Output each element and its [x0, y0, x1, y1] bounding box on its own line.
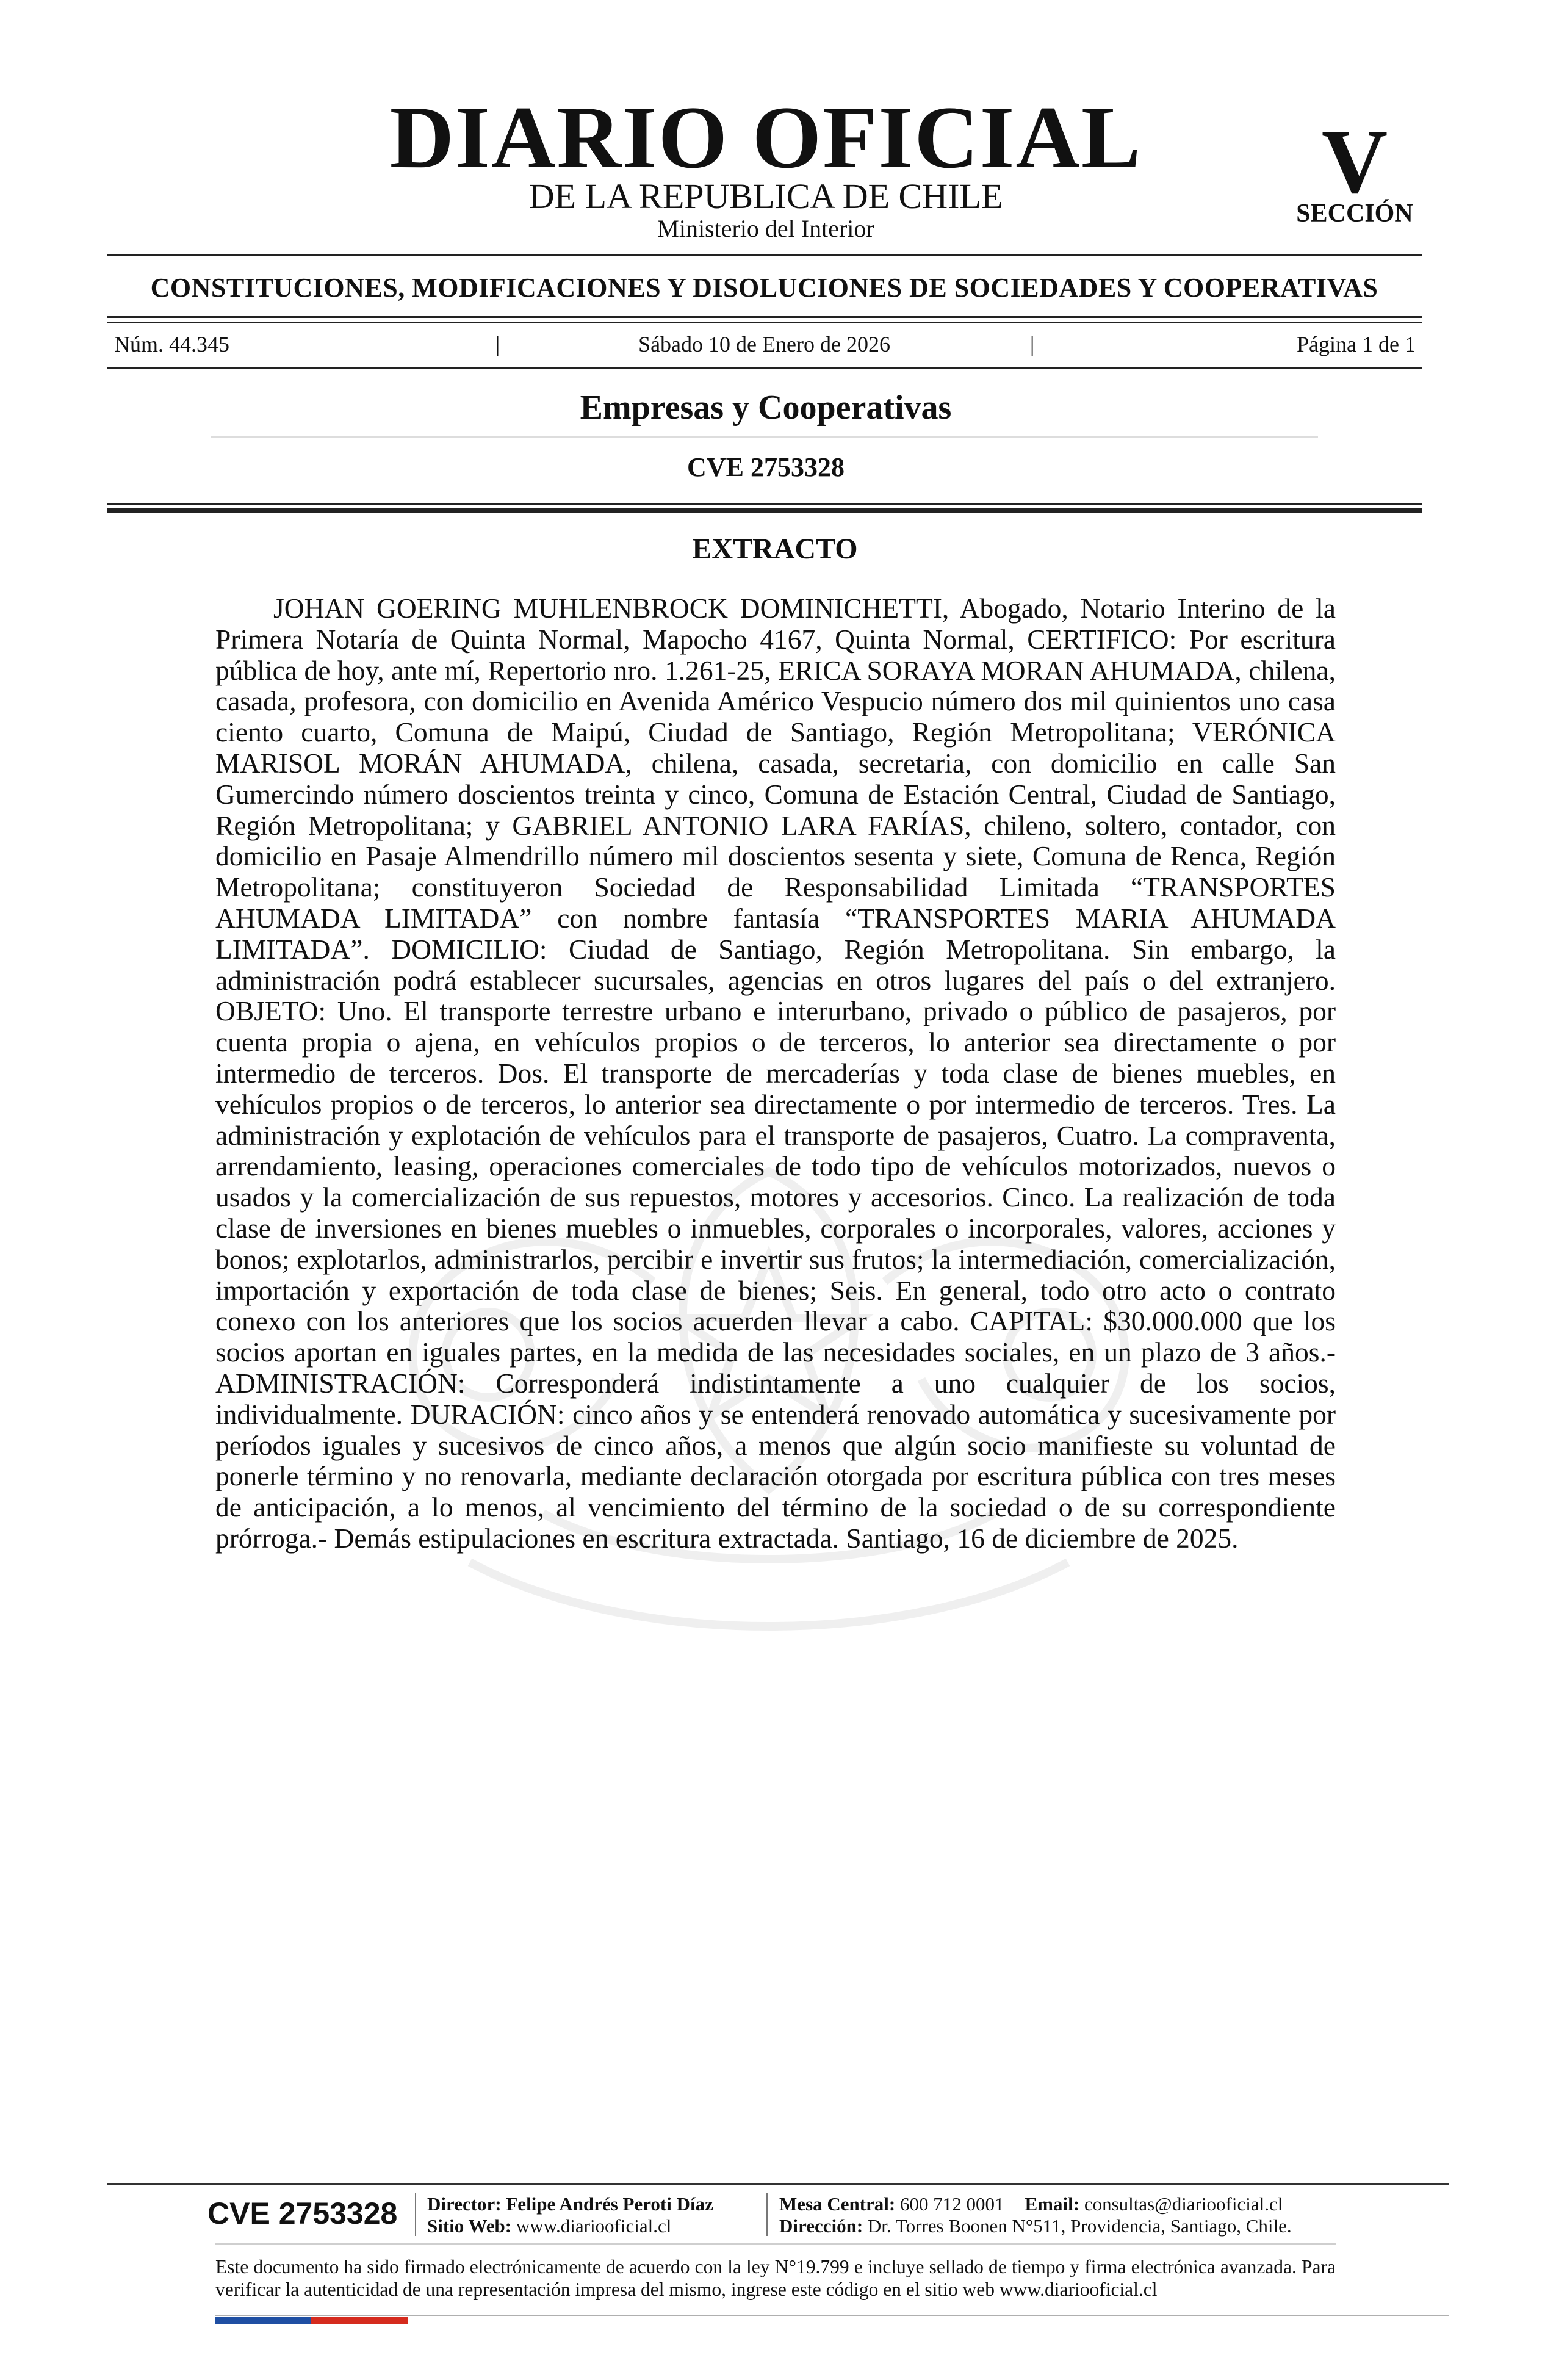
mesa-label: Mesa Central:	[779, 2193, 896, 2215]
email-label: Email:	[1025, 2193, 1080, 2215]
section-letter: V	[1321, 111, 1388, 212]
issue-number: Núm. 44.345	[114, 332, 229, 356]
footer-divider-top	[107, 2183, 1449, 2185]
masthead-ministry: Ministerio del Interior	[657, 215, 874, 242]
footer-column-separator	[766, 2193, 768, 2236]
header-divider-upper	[107, 316, 1422, 318]
section-heading: CONSTITUCIONES, MODIFICACIONES Y DISOLUCIONES DE SOCIEDADES Y COOPERATIVAS	[150, 273, 1378, 303]
document-body: JOHAN GOERING MUHLENBROCK DOMINICHETTI, Abogado, Notario Interino de la Primera Notaría de Quinta Normal, Mapocho 4167, Quinta Normal, CERTIFICO: Por escritura pública de hoy, ante mí, Repertorio nro. 1.261-25, ERICA SORAYA MORAN AHUMADA, chilena, casada, profesora, con domicilio en Avenida Américo Vespucio número dos mil quinientos uno casa ciento cuarto, Comuna de Maipú, Ciudad de Santiago, Región Metropolitana; VERÓNICA MARISOL MORÁN AHUMADA, chilena, casada, secretaria, con domicilio en calle San Gumercindo número doscientos treinta y cinco, Comuna de Estación Central, Ciudad de Santiago, Región Metropolitana; y GABRIEL ANTONIO LARA FARÍAS, chileno, soltero, contador, con domicilio en Pasaje Almendrillo número mil doscientos sesenta y siete, Comuna de Renca, Región Metropolitana; constituyeron Sociedad de Responsabilidad Limitada “TRANSPORTES AHUMADA LIMITADA” con nombre fantasía “TRANSPORTES MARIA AHUMADA LIMITADA”. DOMICILIO: Ciudad de Santiago, Región Metropolitana. Sin embargo, la administración podrá establecer sucursales, agencias en otros lugares del país o del extranjero. OBJETO: Uno. El transporte terrestre urbano e interurbano, privado o público de pasajeros, por cuenta propia o ajena, en vehículos propios o de terceros, lo anterior sea directamente o por intermedio de terceros. Dos. El transporte de mercaderías y toda clase de bienes muebles, en vehículos propios o de terceros, lo anterior sea directamente o por intermedio de terceros. Tres. La administración y explotación de vehículos para el transporte de pasajeros, Cuatro. La compraventa, arrendamiento, leasing, operaciones comerciales de todo tipo de vehículos motorizados, nuevos o usados y la comercialización de sus repuestos, motores y accesorios. Cinco. La realización de toda clase de inversiones en bienes muebles o inmuebles, corporales o incorporales, valores, acciones y bonos; explotarlos, administrarlos, percibir e invertir sus frutos; la intermediación, comercialización, importación y exportación de toda clase de bienes; Seis. En general, todo otro acto o contrato conexo con los anteriores que los socios acuerden llevar a cabo. CAPITAL: $30.000.000 que los socios aportan en iguales partes, en la medida de las necesidades sociales, en un plazo de 3 años.- ADMINISTRACIÓN: Corresponderá indistintamente a uno cualquier de los socios, individualmente. DURACIÓN: cinco años y se entenderá renovado automática y sucesivamente por períodos iguales y sucesivos de cinco años, a menos que algún socio manifieste su voluntad de ponerle término y no renovarla, mediante declaración otorgada por escritura pública con tres meses de anticipación, a lo menos, al vencimiento del término de la sociedad o de su correspondiente prórroga.- Demás estipulaciones en escritura extractada. Santiago, 16 de diciembre de 2025.	[215, 593, 1336, 1554]
footer-divider-bottom	[215, 2315, 1449, 2316]
footer-contact-block	[779, 2193, 1292, 2237]
document-heading: EXTRACTO	[692, 533, 858, 565]
category-title: Empresas y Cooperativas	[580, 389, 952, 427]
footer-director-block	[427, 2193, 713, 2237]
header-divider-top	[107, 254, 1422, 256]
page-indicator: Página 1 de 1	[1297, 332, 1416, 356]
issue-separator: |	[495, 332, 500, 356]
category-divider	[211, 436, 1318, 438]
section-label: SECCIÓN	[1296, 200, 1413, 228]
masthead-subtitle: DE LA REPUBLICA DE CHILE	[528, 176, 1003, 216]
website-label: Sitio Web:	[427, 2215, 512, 2237]
cve-code: CVE 2753328	[687, 452, 845, 482]
issue-divider	[107, 367, 1422, 369]
issue-date: Sábado 10 de Enero de 2026	[638, 332, 890, 356]
masthead-title: DIARIO OFICIAL	[389, 88, 1142, 187]
address-value: Dr. Torres Boonen N°511, Providencia, Santiago, Chile.	[867, 2215, 1292, 2237]
director-label: Director:	[427, 2193, 502, 2215]
flag-stripe-blue	[215, 2317, 311, 2324]
director-name: Felipe Andrés Peroti Díaz	[506, 2193, 713, 2215]
content-divider-thick	[107, 508, 1422, 513]
address-label: Dirección:	[779, 2215, 863, 2237]
footer-divider-mid	[215, 2243, 1336, 2245]
issue-info-row	[107, 331, 1422, 357]
mesa-phone: 600 712 0001	[900, 2193, 1004, 2215]
footer-signature-note: Este documento ha sido firmado electrónicamente de acuerdo con la ley N°19.799 e incluye sellado de tiempo y firma electrónica avanzada. Para verificar la autenticidad de una representación impresa del mismo, ingrese este código en el sitio web www.diariooficial.cl	[215, 2256, 1336, 2300]
email-link[interactable]: consultas@diariooficial.cl	[1084, 2193, 1283, 2215]
flag-stripe-red	[311, 2317, 408, 2324]
footer-cve-code: CVE 2753328	[207, 2196, 398, 2230]
website-link[interactable]: www.diariooficial.cl	[516, 2215, 672, 2237]
issue-separator: |	[1030, 332, 1035, 356]
content-divider-thin	[107, 503, 1422, 505]
header-divider-lower	[107, 322, 1422, 323]
footer-column-separator	[415, 2193, 416, 2236]
